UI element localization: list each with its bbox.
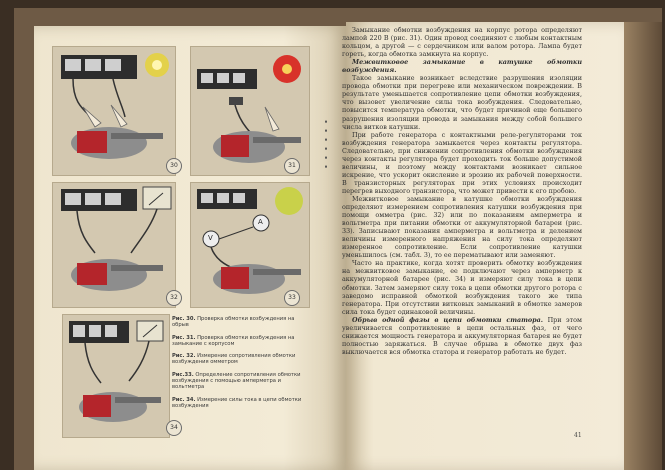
paragraph: Часто на практике, когда хотят проверить обмотку возбуждения на межвитковое замыкание, ее подключают через амперметр к аккумуляторной батарее (рис. 34) и измеряют силу тока в цепи обмотки. Затем замеряют силу тока в цепи обмотки другого ротора с заведомо исправной обмоткой возбуждения такого же типа генератора. При отсутствии витковых замыканий в обмотке замеров сила тока будет одинаковой величины. [342, 259, 582, 316]
figure-31-illustration [191, 47, 309, 175]
figure-32-number: 32 [166, 290, 182, 306]
caption-32: Рис. 32. Измерение сопротивления обмотки возбуждения омметром [172, 353, 296, 366]
figure-30-illustration [53, 47, 175, 175]
gutter-marks: ▪ ▪ ▪ ▪ ▪ ▪ [324, 119, 328, 170]
section-heading: Межвитковое замыкание в катушке обмотки возбуждения. [342, 58, 582, 75]
paragraph: Межвитковое замыкание в катушке обмотки возбуждения определяют измерением сопротивления катушки возбуждения при помощи омметра (рис. 32) или по показаниям амперметра и вольтметра при питании обмотки от аккумуляторной батареи (рис. 33). Записывают показания амперметра и вольтметра и делением величины измеренного напряжения на силу тока определяют измеренное сопротивление. Если сопротивление катушки уменьшилось (см. табл. 3), то ее перематывают или заменяют. [342, 194, 582, 260]
figure-34-number: 34 [166, 420, 182, 436]
paragraph: Обрыв одной фазы в цепи обмотки статора. При этом увеличивается сопротивление в цепи остальных фаз, от чего снижается мощность генератора и аккумуляторная батарея не будет полностью заряжаться. В случае обрыва в обмотке двух фаз выключается вся обмотка статора и генератор работать не будет. [342, 315, 582, 356]
paragraph: При работе генератора с контактными реле-регуляторами ток возбуждения генератора замыкается через контакты регулятора. Следовательно, при снижении сопротивления обмотки возбуждения через контакты регулятора будет проходить ток больше допустимой величины, и поэтому между контактами возникает сильное искрение, что ускорит окисление и эрозию их рабочей поверхности. В транзисторных регуляторах при этих условиях происходит перегрев выходного транзистора, что может привести к его пробою. [342, 130, 582, 195]
caption-33: Рис.33. Определение сопротивления обмотки возбуждения с помощью амперметра и вольтметра [172, 371, 301, 391]
page-edge [624, 22, 662, 470]
voltmeter-label: V [208, 234, 213, 242]
paragraph: Замыкание обмотки возбуждения на корпус ротора определяют лампой 220 В (рис. 31). Один провод соединяют с любым контактным кольцом, а другой — с сердечником или валом ротора. Лампа будет гореть, когда обмотка замкнута на корпус. [342, 26, 582, 59]
figure-34-illustration [63, 315, 169, 437]
body-text [342, 26, 582, 356]
page-number: 41 [574, 432, 582, 439]
caption-34: Рис. 34. Измерение силы тока в цепи обмотки возбуждения [172, 396, 302, 409]
figure-32 [52, 182, 176, 308]
caption-30: Рис. 30. Проверка обмотки возбуждения на обрыв [172, 316, 295, 329]
ammeter-label: A [258, 218, 263, 226]
figure-34 [62, 314, 170, 438]
figure-captions [172, 316, 302, 415]
figure-33-number: 33 [284, 290, 300, 306]
figure-31-number: 31 [284, 158, 300, 174]
figure-31 [190, 46, 310, 176]
figure-30 [52, 46, 176, 176]
caption-31: Рис. 31. Проверка обмотки возбуждения на замыкание с корпусом [172, 334, 295, 347]
figure-32-illustration [53, 183, 175, 307]
paragraph: Такое замыкание возникает вследствие разрушения изоляции провода обмотки при перегреве или механическом повреждении. В результате уменьшается сопротивление цепи обмотки возбуждения, что вызовет увеличение силы тока возбуждения. Следовательно, повысится температура обмотки, что будет причиной еще большего разрушения изоляции провода и замыкания между собой большего числа витков катушки. [342, 74, 582, 131]
lead-heading: Обрыв одной фазы в цепи обмотки статора. [352, 315, 543, 324]
figure-30-number: 30 [166, 158, 182, 174]
figure-33-illustration [191, 183, 309, 307]
